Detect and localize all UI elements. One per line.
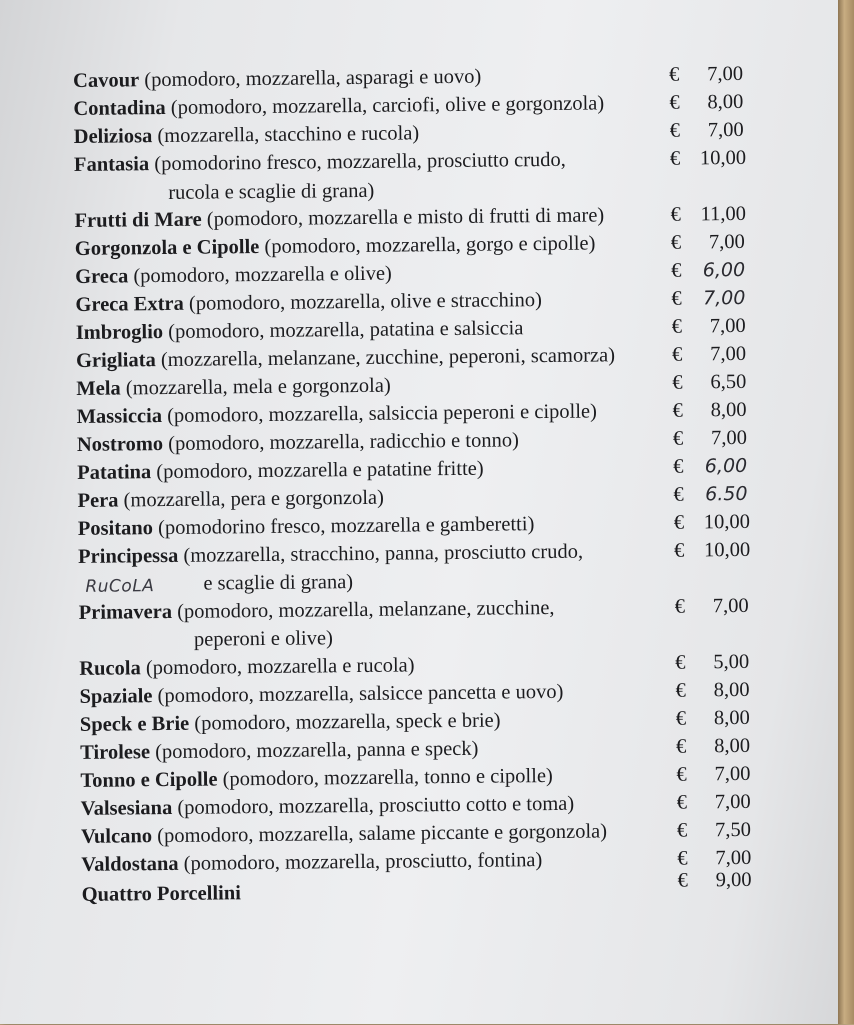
item-desc: (mozzarella, stracchino, panna, prosciutto crudo, [178,541,583,567]
item-price [672,399,746,423]
currency-symbol: € [674,539,704,562]
price-value: 10,00 [704,539,748,562]
item-desc: (pomodoro, mozzarella e misto di frutti di mare) [202,204,605,230]
item-desc-continuation: peperoni e olive) [194,622,794,654]
item-price [669,63,743,87]
item-desc: (mozzarella, melanzane, zucchine, peperoni, scamorza) [156,344,615,371]
item-name: Mela [76,377,121,399]
item-name: Speck e Brie [80,713,190,736]
currency-symbol: € [670,203,700,226]
item-desc: (pomodoro, mozzarella, olive e stracchino) [184,289,542,315]
item-price [671,259,745,283]
price-value: 7,00 [700,119,744,142]
price-value: 5,00 [705,651,749,674]
item-desc: (pomodorino fresco, mozzarella e gamberetti) [153,513,535,539]
item-price [673,427,747,451]
menu-item [82,877,782,910]
item-name: Patatina [77,461,151,484]
item-desc: (pomodoro, mozzarella e rucola) [141,654,415,679]
item-price [677,791,751,815]
item-desc: (pomodoro, mozzarella, speck e brie) [189,710,501,735]
item-desc: (pomodoro, mozzarella e patatine fritte) [151,458,484,483]
item-desc-continuation: rucola e scaglie di grana) [168,176,768,208]
currency-symbol: € [677,819,707,842]
currency-symbol: € [677,847,707,870]
currency-symbol: € [672,399,702,422]
item-price [671,231,745,255]
item-name: Greca Extra [75,293,184,316]
item-desc: (pomodoro, mozzarella, patatina e salsiccia [163,317,524,343]
handwritten-price-value: 6,00 [701,259,745,281]
price-value: 10,00 [704,511,748,534]
item-name: Tonno e Cipolle [80,768,217,791]
item-name: Positano [78,517,153,540]
item-price [673,455,747,479]
price-value: 10,00 [700,147,744,170]
currency-symbol: € [677,791,707,814]
price-value: 8,00 [706,735,750,758]
menu-binder-edge [838,0,854,1024]
item-desc: (pomodorino fresco, mozzarella, prosciutto crudo, [149,149,566,175]
item-desc: (pomodoro, mozzarella, panna e speck) [150,738,479,763]
item-price [670,119,744,143]
item-name: Primavera [79,601,173,624]
item-desc: (pomodoro, mozzarella, salsiccia peperoni e cipolle) [162,401,597,428]
menu-item [81,847,781,880]
item-price [674,539,748,563]
currency-symbol: € [675,595,705,618]
item-desc: (mozzarella, pera e gorgonzola) [118,487,384,512]
item-price [670,203,744,227]
currency-symbol: € [670,119,700,142]
item-price [672,371,746,395]
item-price [677,869,751,893]
item-desc: (pomodoro, mozzarella, asparagi e uovo) [139,66,481,92]
item-name: Spaziale [79,685,152,708]
price-value: 7,00 [702,315,746,338]
item-price [674,511,748,535]
currency-symbol: € [672,343,702,366]
item-desc: (mozzarella, stacchino e rucola) [152,122,419,147]
price-value: 7,00 [707,847,751,870]
currency-symbol: € [670,147,700,170]
item-price [677,847,751,871]
item-desc: (pomodoro, mozzarella, melanzane, zucchine, [172,597,555,623]
item-name: Imbroglio [76,321,164,344]
item-desc: (pomodoro, mozzarella, tonno e cipolle) [217,765,553,791]
menu-item [74,147,774,180]
item-desc: (pomodoro, mozzarella, prosciutto, fontina) [178,849,542,875]
handwritten-price-value: 6.50 [703,483,747,505]
item-desc: (pomodoro, mozzarella, gorgo e cipolle) [259,233,595,259]
item-name: Rucola [79,657,141,680]
currency-symbol: € [671,287,701,310]
item-name: Valdostana [81,853,178,876]
price-value: 7,00 [706,763,750,786]
item-price [676,735,750,759]
price-value: 8,00 [699,91,743,114]
currency-symbol: € [672,371,702,394]
currency-symbol: € [671,231,701,254]
item-price [676,763,750,787]
price-value: 8,00 [705,679,749,702]
item-price [669,91,743,115]
item-price [670,147,744,171]
item-name: Cavour [73,69,139,92]
price-value: 6,50 [702,371,746,394]
item-name: Deliziosa [74,125,153,148]
item-name: Grigliata [76,349,156,372]
item-desc: (mozzarella, mela e gorgonzola) [121,375,391,400]
item-desc: (pomodoro, mozzarella, radicchio e tonno) [163,429,519,455]
item-name: Gorgonzola e Cipolle [75,236,260,260]
item-name: Valsesiana [81,797,173,820]
item-desc: (pomodoro, mozzarella, salsicce pancetta e uovo) [152,681,563,707]
item-name: Principessa [78,545,178,568]
currency-symbol: € [675,679,705,702]
item-price [673,483,747,507]
item-name: Vulcano [81,825,152,848]
item-price [675,651,749,675]
currency-symbol: € [674,511,704,534]
item-price [672,315,746,339]
item-price [676,707,750,731]
price-value: 9,00 [707,869,751,892]
item-name: Contadina [73,97,166,120]
item-name: Fantasia [74,153,149,176]
currency-symbol: € [676,763,706,786]
currency-symbol: € [673,427,703,450]
item-name: Quattro Porcellini [82,882,241,906]
item-price [671,287,745,311]
currency-symbol: € [673,483,703,506]
price-value: 7,00 [699,63,743,86]
price-value: 7,00 [705,595,749,618]
currency-symbol: € [669,63,699,86]
currency-symbol: € [677,869,707,892]
item-name: Nostromo [77,433,163,456]
item-desc: (pomodoro, mozzarella e olive) [128,263,392,288]
item-name: Massiccia [77,405,163,428]
handwritten-price-value: 6,00 [703,455,747,477]
price-value: 7,00 [703,427,747,450]
currency-symbol: € [676,707,706,730]
price-value: 8,00 [706,707,750,730]
item-price [672,343,746,367]
item-name: Tirolese [80,741,150,764]
handwritten-price-value: 7,00 [701,287,745,309]
item-desc: (pomodoro, mozzarella, prosciutto cotto e toma) [172,793,574,819]
item-price [677,819,751,843]
price-value: 8,00 [702,399,746,422]
item-price [675,679,749,703]
item-desc-continuation: e scaglie di grana) [203,566,803,598]
price-value: 7,50 [707,819,751,842]
item-name: Greca [75,265,128,288]
currency-symbol: € [673,455,703,478]
currency-symbol: € [676,735,706,758]
item-desc: (pomodoro, mozzarella, carciofi, olive e gorgonzola) [166,92,605,119]
currency-symbol: € [671,259,701,282]
price-value: 7,00 [702,343,746,366]
price-value: 7,00 [707,791,751,814]
currency-symbol: € [672,315,702,338]
currency-symbol: € [675,651,705,674]
price-value: 11,00 [700,203,744,226]
currency-symbol: € [669,91,699,114]
item-name: Pera [77,490,118,512]
item-name: Frutti di Mare [74,209,201,232]
item-price [675,595,749,619]
price-value: 7,00 [701,231,745,254]
item-desc: (pomodoro, mozzarella, salame piccante e gorgonzola) [152,820,607,847]
handwritten-note: RuCoLA [85,576,154,597]
